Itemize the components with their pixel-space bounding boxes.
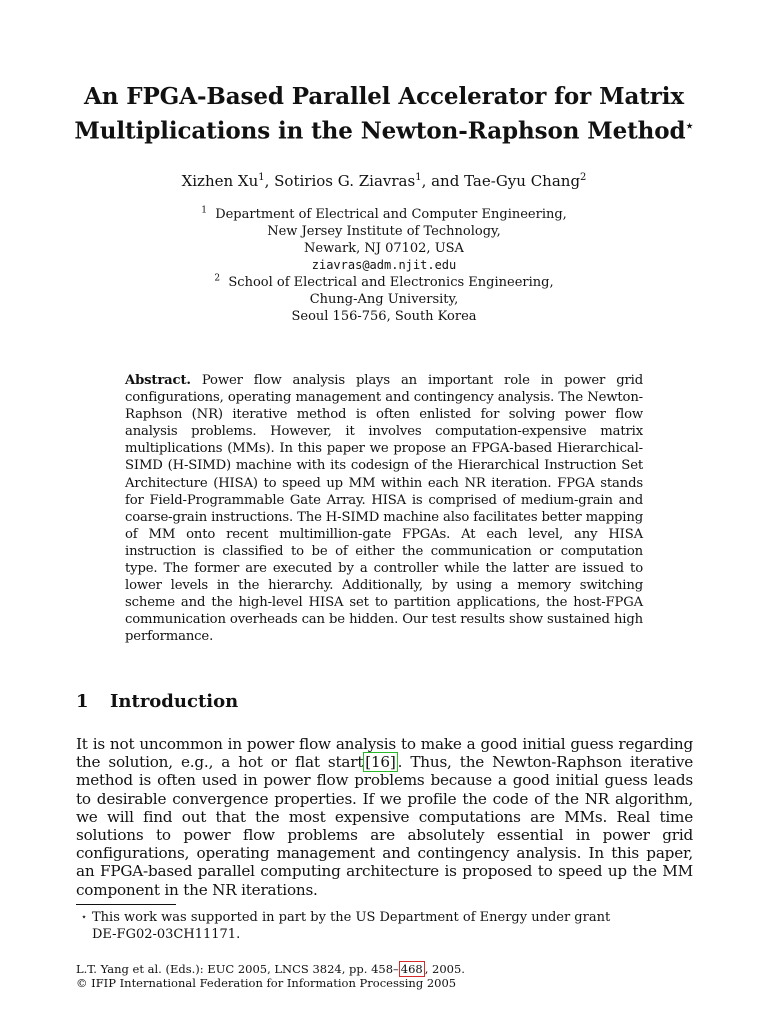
- footnote-line-1: [76, 909, 693, 926]
- abstract: [125, 372, 643, 646]
- intro-paragraph: [76, 735, 693, 899]
- abstract-text: Power flow analysis plays an important role in power grid configurations, operating management and contingency analysis. The Newton-Raphson (NR) iterative method is often enlisted for solving power flow analysis problems. However, it involves computation-expensive matrix multiplications (MMs). In this paper we propose an FPGA-based Hierarchical-SIMD (H-SIMD) machine with its codesign of the Hierarchical Instruction Set Architecture (HISA) to speed up MM within each NR iteration. FPGA stands for Field-Programmable Gate Array. HISA is comprised of medium-grain and coarse-grain instructions. The H-SIMD machine also facilitates better mapping of MM onto recent multimillion-gate FPGAs. At each level, any HISA instruction is classified to be of either the communication or computation type. The former are executed by a controller while the latter are issued to lower levels in the hierarchy. Additionally, by using a memory switching scheme and the high-level HISA set to partition applications, the host-FPGA communication overheads can be hidden. Our test results show sustained high performance.: [125, 373, 643, 645]
- intro-text-2: . Thus, the Newton-Raphson iterative method is often used in power flow problems because a good initial guess leads to desirable convergence properties. If we profile the code of the NR algorithm, we will find out that the most expensive computations are MMs. Real time solutions to power flow problems are absolutely essential in power grid configurations, operating management and contingency analysis. In this paper, an FPGA-based parallel computing architecture is proposed to speed up the MM component in the NR iterations.: [76, 753, 693, 899]
- author-3: , and Tae-Gyu Chang: [421, 172, 581, 190]
- author-2-affiliation-mark: 1: [415, 172, 422, 183]
- citation-link[interactable]: [16]: [365, 753, 396, 772]
- title-line-2: [40, 112, 728, 147]
- abstract-label: Abstract.: [125, 373, 191, 388]
- footnote-line-2: DE-FG02-03CH11171.: [92, 927, 241, 942]
- title-line-1: An FPGA-Based Parallel Accelerator for Matrix: [83, 83, 685, 110]
- affiliation-1-line-3: Newark, NJ 07102, USA: [304, 241, 464, 256]
- footnote-text-1: This work was supported in part by the US Department of Energy under grant: [92, 910, 611, 925]
- affiliation-1-department: Department of Electrical and Computer Engineering,: [215, 207, 567, 222]
- affiliations: [0, 206, 768, 325]
- affiliation-1-email[interactable]: ziavras@adm.njit.edu: [311, 258, 457, 272]
- affiliation-2-mark: 2: [214, 273, 221, 284]
- affiliation-2-line-1: [0, 274, 768, 291]
- publication-citation: L.T. Yang et al. (Eds.): EUC 2005, LNCS 3824, pp. 458–: [76, 962, 399, 976]
- publication-line-1: [76, 962, 465, 976]
- section-heading: [76, 691, 238, 713]
- footnote-divider: [76, 904, 176, 905]
- publication-info: [76, 962, 465, 990]
- affiliation-2-line-3: Seoul 156-756, South Korea: [291, 309, 477, 324]
- affiliation-2-line-2: Chung-Ang University,: [309, 292, 459, 307]
- section-title: Introduction: [110, 691, 239, 712]
- intro-text-1: It is not uncommon in power flow analysis to make a good initial guess regarding the solution, e.g., a hot or flat start: [76, 735, 693, 772]
- author-3-affiliation-mark: 2: [580, 172, 587, 183]
- author-list: [0, 172, 768, 190]
- author-2: , Sotirios G. Ziavras: [264, 172, 416, 190]
- publication-year: , 2005.: [424, 962, 465, 976]
- author-1-affiliation-mark: 1: [258, 172, 265, 183]
- affiliation-1-line-1: [0, 206, 768, 223]
- copyright-line: © IFIP International Federation for Information Processing 2005: [76, 976, 457, 990]
- title-footnote-mark: ⋆: [685, 119, 694, 134]
- affiliation-1-mark: 1: [201, 205, 207, 216]
- author-1: Xizhen Xu: [181, 172, 259, 190]
- footnote: [76, 909, 693, 943]
- paper-title: [40, 82, 728, 147]
- page-range-link[interactable]: 468: [400, 962, 423, 976]
- affiliation-1-line-2: New Jersey Institute of Technology,: [267, 224, 501, 239]
- footnote-mark: ⋆: [80, 912, 88, 923]
- section-number: 1: [76, 691, 89, 712]
- title-line-2-text: Multiplications in the Newton-Raphson Method: [74, 117, 686, 145]
- affiliation-2-school: School of Electrical and Electronics Engineering,: [228, 275, 554, 290]
